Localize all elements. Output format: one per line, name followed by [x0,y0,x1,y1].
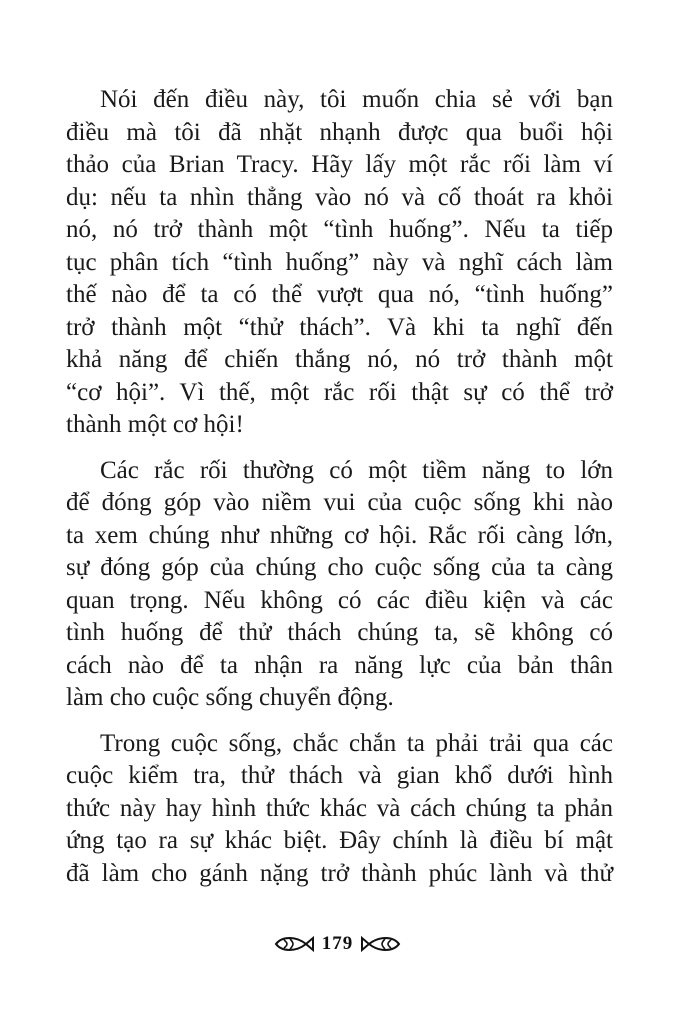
text-line: Nói đến điều này, tôi muốn chia sẻ với bạn [100,86,613,113]
text-line: ứng tạo ra sự khác biệt. Đây chính là điều bí mật [66,827,613,854]
text-line: tình huống để thử thách chúng ta, sẽ không có [66,619,613,646]
text-line: cuộc kiểm tra, thử thách và gian khổ dưới hình [66,762,613,789]
paragraph-3 [66,728,613,891]
text-line: Trong cuộc sống, chắc chắn ta phải trải qua các [100,729,613,757]
text-line: “cơ hội”. Vì thế, một rắc rối thật sự có thể trở [66,378,613,406]
paragraph-2 [66,455,613,715]
text-line: thế nào để ta có thể vượt qua nó, “tình huống” [66,281,613,308]
text-line: nó, nó trở thành một “tình huống”. Nếu ta tiếp [66,216,613,243]
text-line: Các rắc rối thường có một tiềm năng to lớn [100,456,613,484]
text-line: để đóng góp vào niềm vui của cuộc sống khi nào [66,489,613,516]
fish-ornament-icon [274,934,314,954]
text-line: trở thành một “thử thách”. Và khi ta nghĩ đến [66,313,613,341]
page-body [66,84,613,903]
text-line: khả năng để chiến thắng nó, nó trở thành một [66,346,613,373]
text-line: làm cho cuộc sống chuyển động. [66,684,394,711]
text-line: điều mà tôi đã nhặt nhạnh được qua buổi hội [66,118,613,146]
text-line: quan trọng. Nếu không có các điều kiện và các [66,586,613,614]
text-line: thức này hay hình thức khác và cách chúng ta phản [66,794,613,822]
text-line: thành một cơ hội! [66,411,244,438]
text-line: sự đóng góp của chúng cho cuộc sống của ta càng [66,554,613,581]
text-line: dụ: nếu ta nhìn thẳng vào nó và cố thoát ra khỏi [66,183,613,211]
page-footer [0,928,675,960]
text-line: thảo của Brian Tracy. Hãy lấy một rắc rối làm ví [66,151,613,178]
page-number: 179 [321,933,354,954]
text-line: tục phân tích “tình huống” này và nghĩ cách làm [66,248,613,276]
text-line: cách nào để ta nhận ra năng lực của bản thân [66,651,613,679]
text-line: đã làm cho gánh nặng trở thành phúc lành và thử [66,859,613,887]
paragraph-1 [66,84,613,442]
text-line: ta xem chúng như những cơ hội. Rắc rối càng lớn, [66,521,613,549]
fish-ornament-icon [361,934,401,954]
